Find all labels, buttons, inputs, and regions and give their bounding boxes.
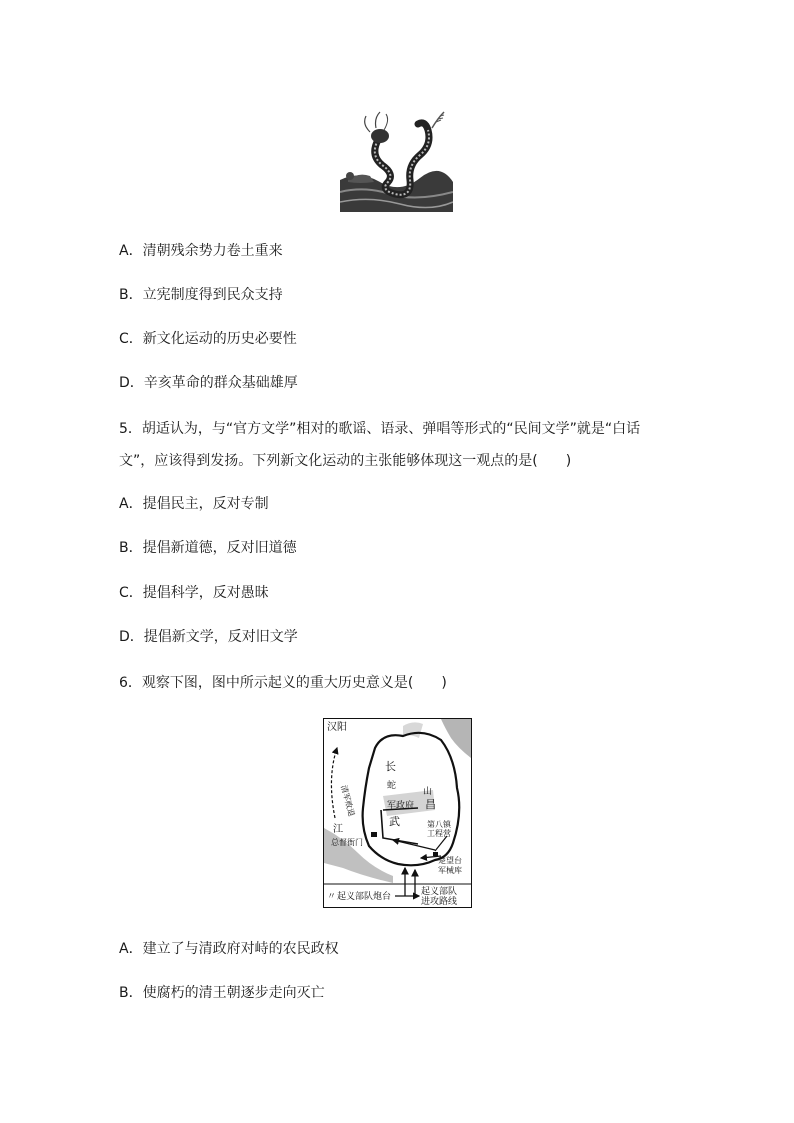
option-a: A．建立了与清政府对峙的农民政权: [119, 941, 339, 957]
label-jiang: 江: [333, 824, 343, 835]
option-d: D．提倡新文学，反对旧文学: [119, 629, 298, 645]
label-chang: 长: [385, 760, 396, 773]
option-d: D．辛亥革命的群众基础雄厚: [119, 375, 298, 391]
option-a: A．提倡民主，反对专制: [119, 496, 269, 512]
option-b: B．使腐朽的清王朝逐步走向灭亡: [119, 985, 325, 1001]
label-chang2: 昌: [425, 798, 436, 811]
option-c: C．新文化运动的历史必要性: [119, 331, 297, 347]
option-c: C．提倡科学，反对愚昧: [119, 585, 269, 601]
legend-route-2: 进攻路线: [421, 897, 458, 907]
label-diba: 第八镇: [427, 820, 451, 829]
label-junxie: 军械库: [438, 866, 462, 875]
label-gongcheng: 工程营: [427, 829, 451, 838]
governor-office-marker: [371, 832, 377, 837]
option-a: A．清朝残余势力卷土重来: [119, 243, 283, 259]
option-b: B．提倡新道德，反对旧道德: [119, 540, 297, 556]
label-zongdu: 总督衙门: [331, 838, 363, 847]
wuchang-uprising-map: [323, 718, 472, 908]
label-hanyang: 汉阳: [327, 722, 347, 733]
question-5-stem-line1: 5．胡适认为，与“官方文学”相对的歌谣、语录、弹唱等形式的“民间文学”就是“白话: [119, 421, 641, 437]
question-6-stem: 6．观察下图，图中所示起义的重大历史意义是( ): [119, 675, 447, 691]
legend-cannon-symbol: 〃: [327, 892, 337, 902]
legend-paotai: 起义部队炮台: [337, 892, 392, 902]
label-shan: 山: [423, 787, 433, 797]
dragon-illustration: [340, 110, 453, 212]
label-qingjun: 清军败退: [339, 784, 357, 818]
label-she: 蛇: [387, 781, 397, 791]
label-chuwang: 楚望台: [438, 856, 462, 865]
label-junzhengfu: 军政府: [387, 801, 415, 811]
label-wu: 武: [389, 815, 400, 828]
legend-route-1: 起义部队: [421, 887, 458, 897]
option-b: B．立宪制度得到民众支持: [119, 287, 283, 303]
question-5-stem-line2: 文”，应该得到发扬。下列新文化运动的主张能够体现这一观点的是( ): [119, 453, 572, 469]
